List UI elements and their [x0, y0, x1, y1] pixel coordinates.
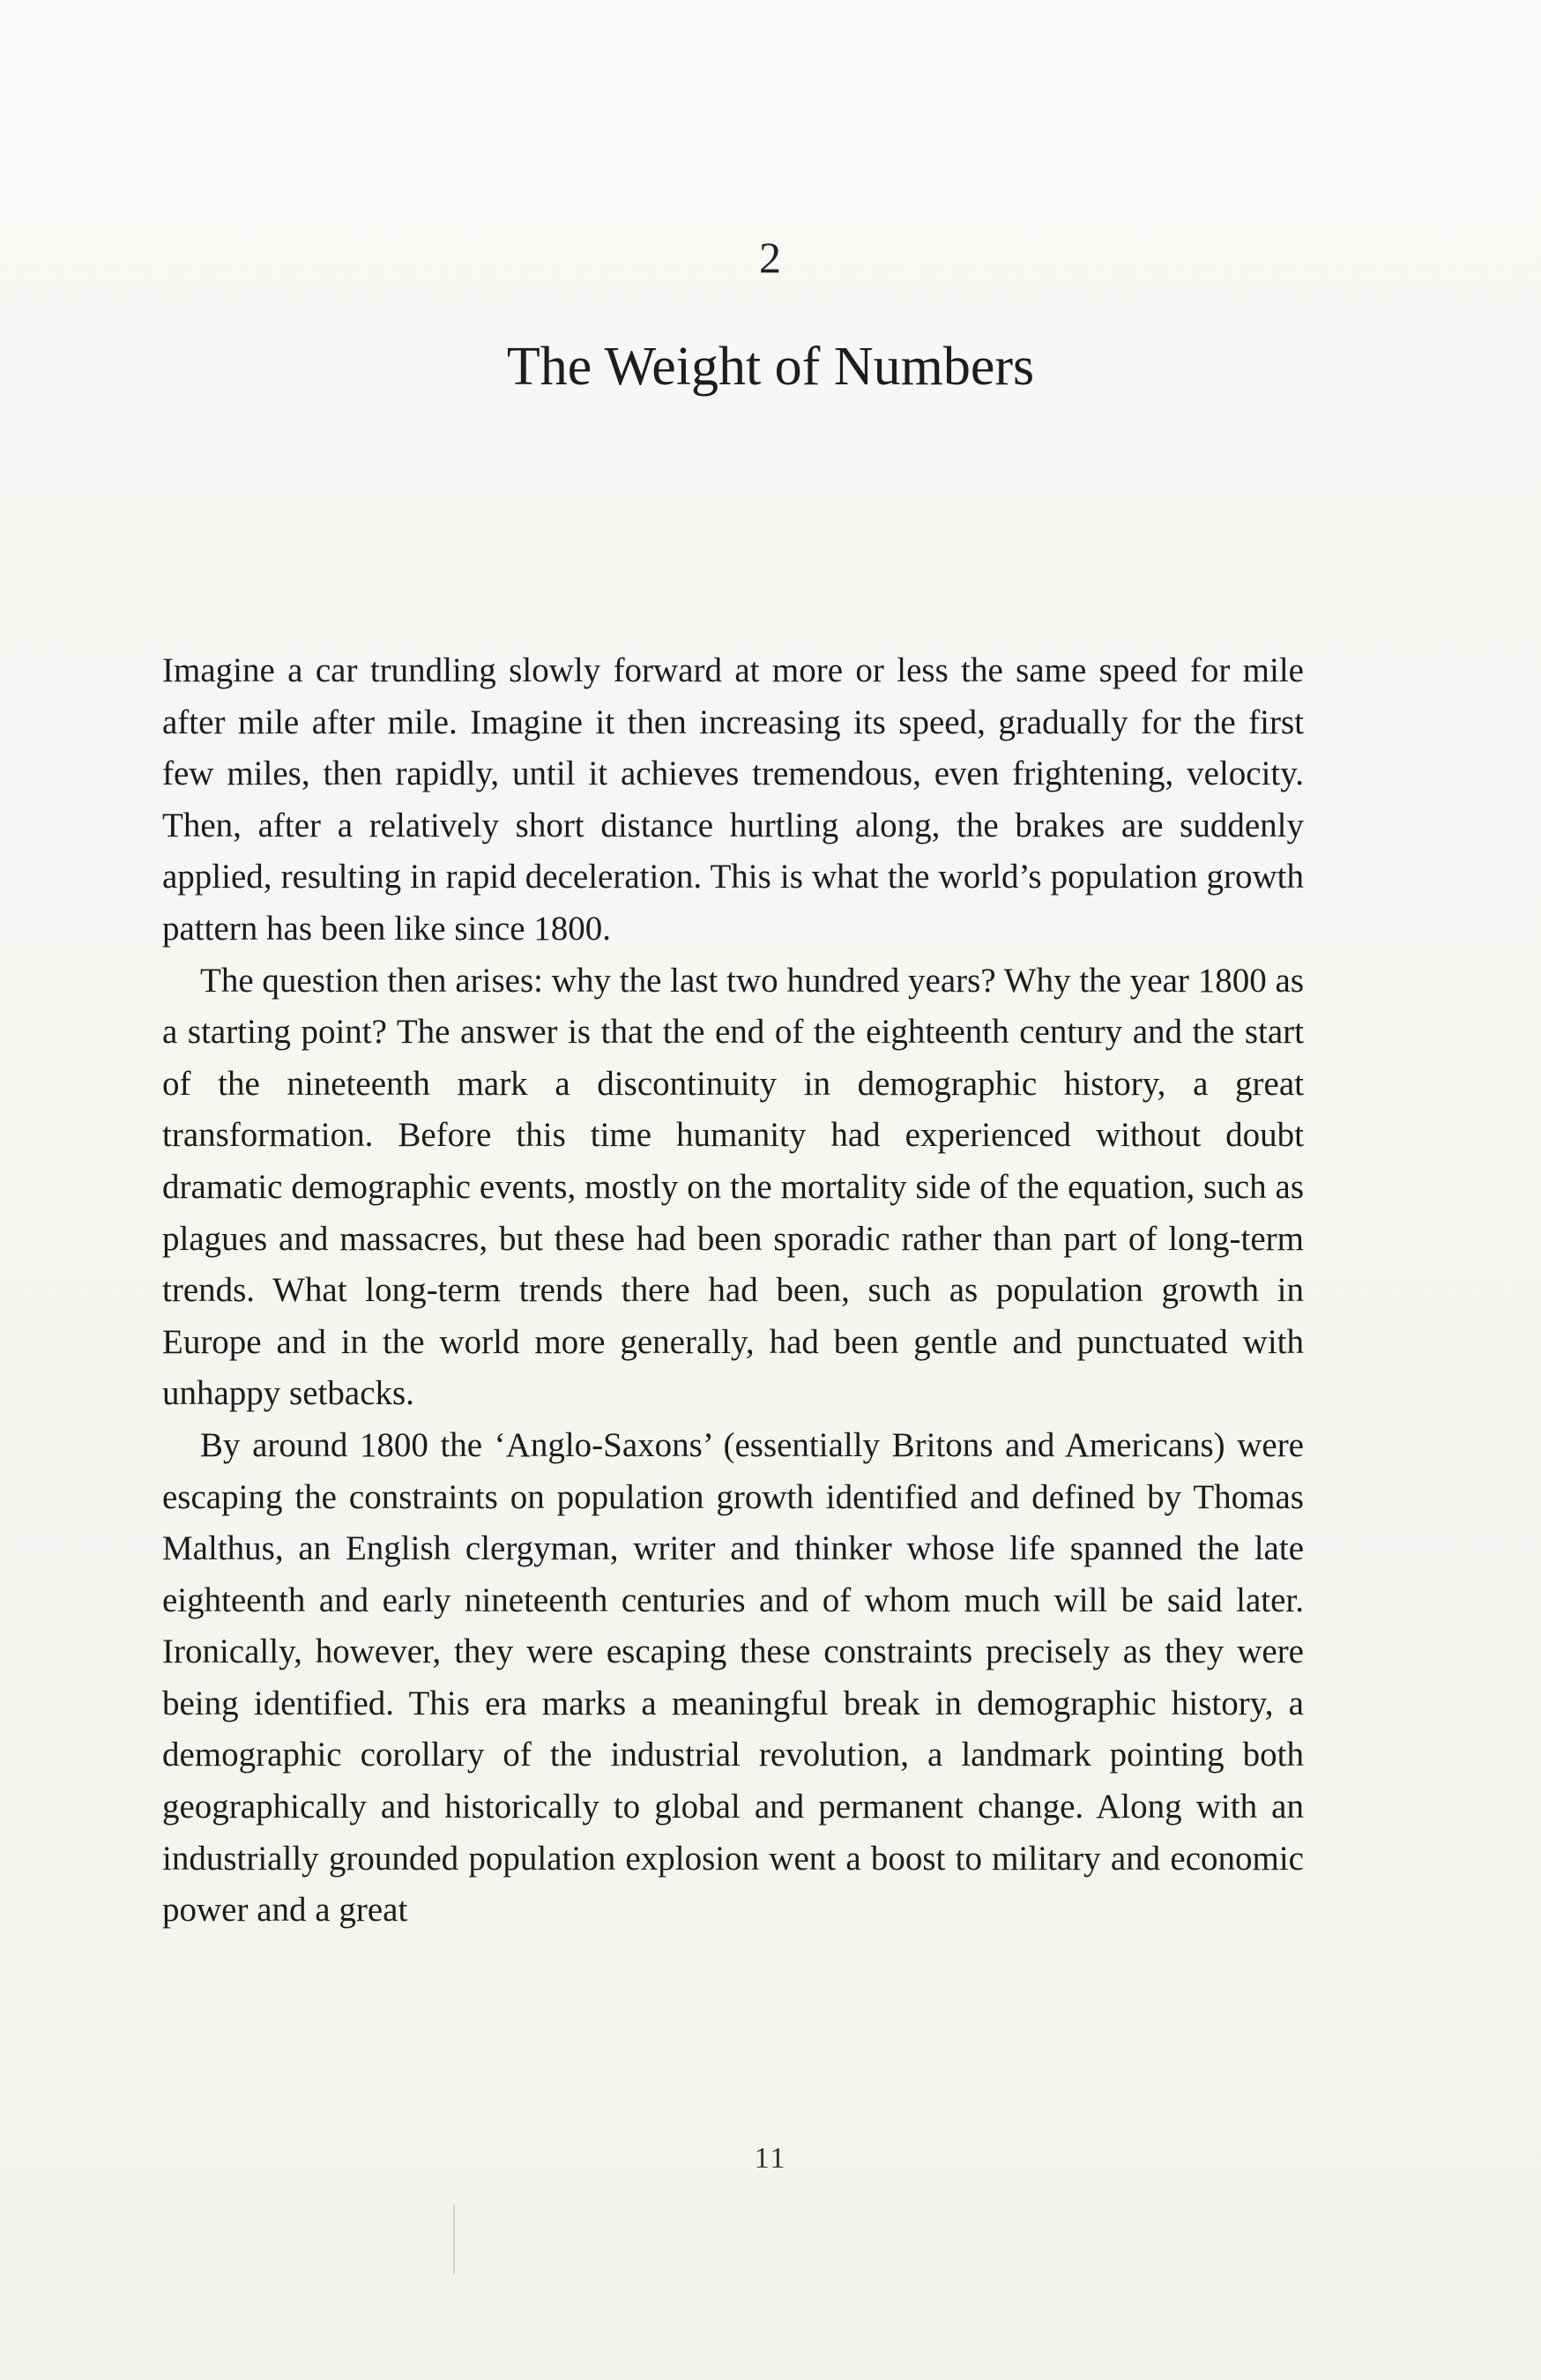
- chapter-title: The Weight of Numbers: [506, 337, 1035, 397]
- scan-artifact: [453, 2204, 455, 2274]
- paragraph-3: By around 1800 the ‘Anglo-Saxons’ (essentially Britons and Americans) were escaping the constraints on population growth identified and defined by Thomas Malthus, an English clergyman, writer and thinker whose life spanned the late eighteenth and early nineteenth centuries and of whom much will be said later. Ironically, however, they were escaping these constraints precisely as they were being identified. This era marks a meaningful break in demographic history, a demographic corollary of the industrial revolution, a landmark pointing both geographically and historically to global and permanent change. Along with an industrially grounded population explosion went a boost to military and economic power and a great: [162, 1425, 1304, 1930]
- body-text: [162, 645, 1304, 1937]
- page-number: 11: [754, 2142, 787, 2175]
- chapter-number: 2: [759, 233, 782, 282]
- paragraph-1: Imagine a car trundling slowly forward at more or less the same speed for mile after mile after mile. Imagine it then increasing its speed, gradually for the first few miles, then rapidly, until it achieves tremendous, even frightening, velocity. Then, after a relatively short distance hurtling along, the brakes are suddenly applied, resulting in rapid deceleration. This is what the world’s population growth pattern has been like since 1800.: [162, 651, 1304, 948]
- paragraph-2: The question then arises: why the last two hundred years? Why the year 1800 as a starting point? The answer is that the end of the eighteenth century and the start of the nineteenth mark a discontinuity in demographic history, a great transformation. Before this time humanity had experienced without doubt dramatic demographic events, mostly on the mortality side of the equation, such as plagues and massacres, but these had been sporadic rather than part of long-term trends. What long-term trends there had been, such as population growth in Europe and in the world more generally, had been gentle and punctuated with unhappy setbacks.: [162, 961, 1304, 1413]
